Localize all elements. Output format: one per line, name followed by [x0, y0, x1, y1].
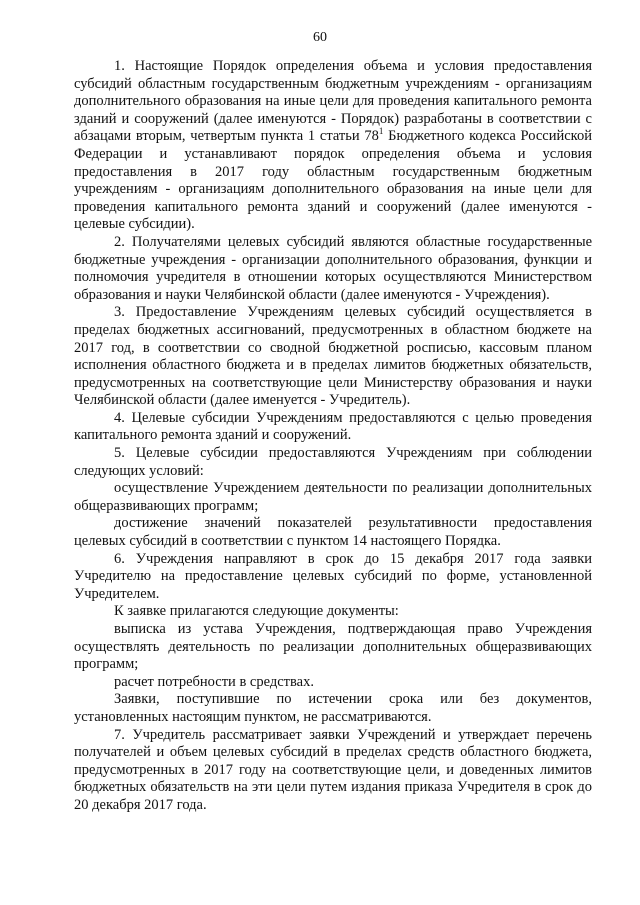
document-body [74, 58, 592, 815]
page-number: 60 [313, 30, 327, 45]
paragraph-1-text: 1. Настоящие Порядок определения объема и условия предоставления субсидий областным государственным бюджетным учреждениям - организациям дополнительного образования на иные цели для проведения капитального ремонта зданий и сооружений (далее именуются - Порядок) разработаны в соответствии с абзацами вторым, четвертым пункта 1 статьи 78 [74, 58, 592, 145]
paragraph-6-document-2: расчет потребности в средствах. [114, 673, 314, 690]
paragraph-1-continuation: Бюджетного кодекса Российской Федерации и устанавливают порядок определения объема и условия предоставления в 2017 году областным государственным бюджетным учреждениям - организациям дополнительного образования на иные цели для проведения капитального ремонта зданий и сооружений (далее именуются - целевые субсидии). [74, 128, 593, 233]
article-superscript: 1 [378, 126, 384, 137]
paragraph-5-condition-1: осуществление Учреждением деятельности по реализации дополнительных общеразвивающих программ; [74, 480, 592, 514]
paragraph-6-rejection-note: Заявки, поступившие по истечении срока или без документов, установленных настоящим пунктом, не рассматриваются. [74, 691, 592, 725]
paragraph-6: 6. Учреждения направляют в срок до 15 декабря 2017 года заявки Учредителю на предоставление целевых субсидий по форме, установленной Учредителем. [74, 550, 592, 602]
paragraph-6-document-1: выписка из устава Учреждения, подтверждающая право Учреждения осуществлять деятельность по реализации дополнительных общеразвивающих программ; [74, 621, 592, 673]
paragraph-7: 7. Учредитель рассматривает заявки Учреждений и утверждает перечень получателей и объем целевых субсидий в пределах средств областного бюджета, предусмотренных в 2017 году на соответствующие цели, и доведенных лимитов бюджетных обязательств на эти цели путем издания приказа Учредителя в срок до 20 декабря 2017 года. [74, 726, 592, 813]
paragraph-5-condition-2: достижение значений показателей результативности предоставления целевых субсидий в соответствии с пунктом 14 настоящего Порядка. [74, 515, 592, 550]
paragraph-6-documents-intro: К заявке прилагаются следующие документы: [114, 603, 399, 620]
paragraph-3: 3. Предоставление Учреждениям целевых субсидий осуществляется в пределах бюджетных ассигнований, предусмотренных в областном бюджете на 2017 год, в соответствии со сводной бюджетной росписью, кассовым планом исполнения областного бюджета и в пределах лимитов бюджетных обязательств, предусмотренных на соответствующие цели Министерству образования и науки Челябинской области (далее именуется - Учредитель). [74, 304, 592, 409]
paragraph-5: 5. Целевые субсидии предоставляются Учреждениям при соблюдении следующих условий: [74, 445, 592, 479]
paragraph-4: 4. Целевые субсидии Учреждениям предоставляются с целью проведения капитального ремонта зданий и сооружений. [74, 409, 592, 444]
paragraph-1 [74, 58, 592, 234]
paragraph-2: 2. Получателями целевых субсидий являются областные государственные бюджетные учреждения - организации дополнительного образования, функции и полномочия учредителя в отношении которых осуществляются Министерством образования и науки Челябинской области (далее именуются - Учреждения). [74, 233, 592, 303]
